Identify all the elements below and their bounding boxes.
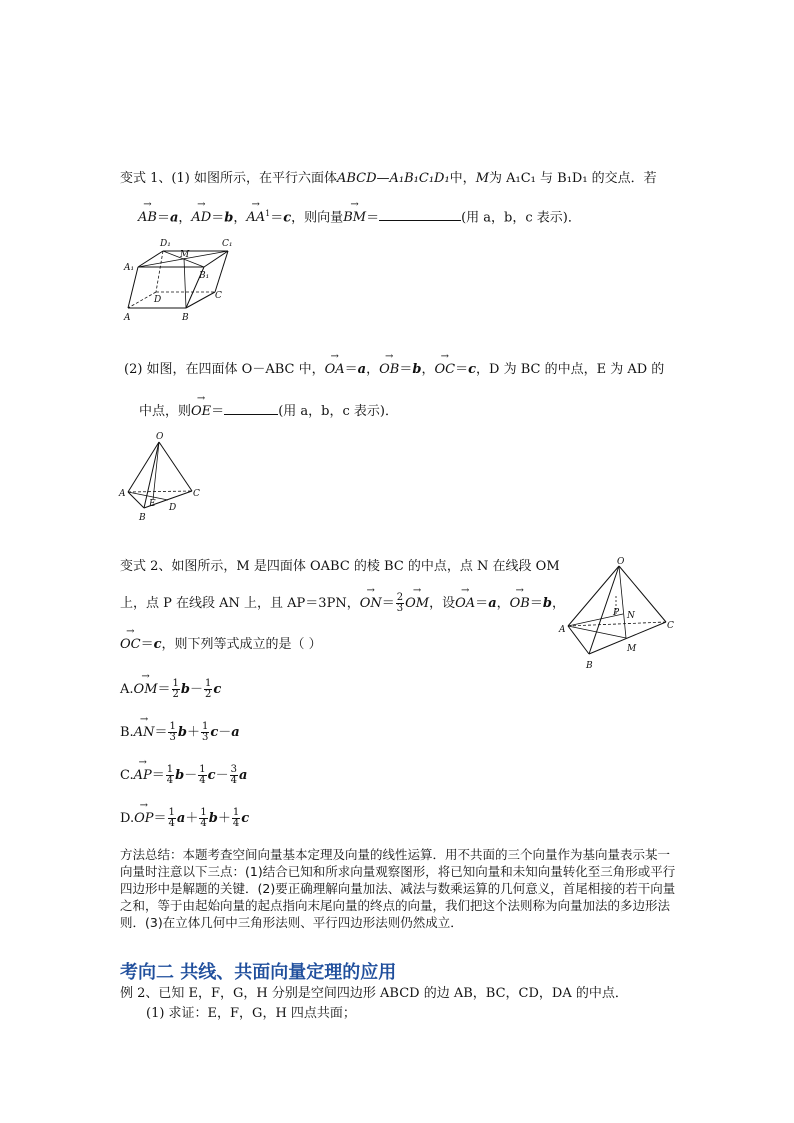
section-heading: 考向二 共线、共面向量定理的应用 — [120, 962, 397, 983]
fig3-label: B — [586, 661, 593, 671]
fig2-label: E — [149, 499, 156, 509]
fig1-label: C₁ — [222, 239, 233, 249]
fig2-label: A — [119, 489, 126, 499]
answer-blank-2 — [224, 402, 278, 415]
fig1-label: D — [154, 295, 162, 305]
fig2-label: B — [139, 513, 146, 523]
fig1-label: A — [124, 313, 131, 323]
parallelepiped-figure — [118, 236, 238, 326]
var2-line2: 上，点 P 在线段 AN 上，且 AP＝3PN，→ ON＝ $\frac{2}{3}$ → OM，设→ OA＝a，→ OB＝b， — [120, 593, 565, 614]
var1-line1: 变式 1、(1) 如图所示，在平行六面体ABCD—A₁B₁C₁D₁中，M为 A₁C₁ 与 B₁D₁ 的交点．若 — [120, 171, 657, 186]
fig2-label: D — [169, 503, 177, 513]
var2-line3: → OC＝c，则下列等式成立的是（ ） — [120, 636, 322, 654]
fig2-label: C — [193, 489, 200, 499]
fig3-label: O — [617, 557, 625, 567]
var1-line2: → AB＝a，→ AD＝b，→ $AA^1=c$，则向量→ BM＝ (用 a，b，c 表示)． — [138, 205, 581, 227]
fig1-label: C — [215, 291, 222, 301]
fig1-label: B₁ — [199, 271, 210, 281]
option-a[interactable]: A.→ OM＝ $\frac{1}{2}$ b－ $\frac{1}{2}$ c — [120, 679, 221, 700]
fig1-label: B — [182, 313, 189, 323]
var2-line1: 变式 2、如图所示，M 是四面体 OABC 的棱 BC 的中点，点 N 在线段 OM — [120, 559, 560, 574]
example-line1: 例 2、已知 E，F，G，H 分别是空间四边形 ABCD 的边 AB，BC，CD，DA 的中点． — [120, 986, 628, 1001]
fig3-label: M — [627, 644, 637, 654]
fig3-label: P — [613, 608, 620, 618]
example-line2: (1) 求证：E，F，G，H 四点共面； — [146, 1006, 356, 1021]
fig1-label: D₁ — [160, 239, 171, 249]
option-b[interactable]: B.→ AN＝ $\frac{1}{3}$ b＋ $\frac{1}{3}$ c－a — [120, 722, 240, 743]
fig3-label: N — [627, 611, 635, 621]
tetrahedron-figure-2 — [556, 552, 681, 674]
fig1-label: M — [180, 250, 190, 260]
option-d[interactable]: D.→ OP＝ $\frac{1}{4}$ a＋ $\frac{1}{4}$ b＋ $\frac{1}{4}$ c — [120, 808, 249, 829]
method-summary: 方法总结：本题考查空间向量基本定理及向量的线性运算．用不共面的三个向量作为基向量表示某一向量时注意以下三点：(1)结合已知和所求向量观察图形，将已知向量和未知向量转化至三角形或平行四边形中是解题的关键．(2)要正确理解向量加法、减法与数乘运算的几何意义，首尾相接的若干向量之和，等于由起始向量的起点指向末尾向量的终点的向量，我们把这个法则称为向量加法的多边形法则．(3)在立体几何中三角形法则、平行四边形法则仍然成立． — [120, 847, 676, 930]
option-c[interactable]: C.→ AP＝ $\frac{1}{4}$ b－ $\frac{1}{4}$ c－ $\frac{3}{4}$ a — [120, 765, 247, 786]
tetrahedron-figure-1 — [118, 430, 213, 525]
fig1-label: A₁ — [124, 263, 135, 273]
answer-blank-1 — [379, 208, 461, 221]
var1-line4: 中点，则→ OE＝ (用 a，b，c 表示)． — [139, 402, 398, 421]
fig3-label: A — [559, 625, 566, 635]
fig3-label: C — [667, 621, 674, 631]
fig2-label: O — [156, 432, 164, 442]
var1-line3: (2) 如图，在四面体 O－ABC 中，→ OA＝a，→ OB＝b，→ OC＝c，D 为 BC 的中点，E 为 AD 的 — [124, 361, 664, 379]
